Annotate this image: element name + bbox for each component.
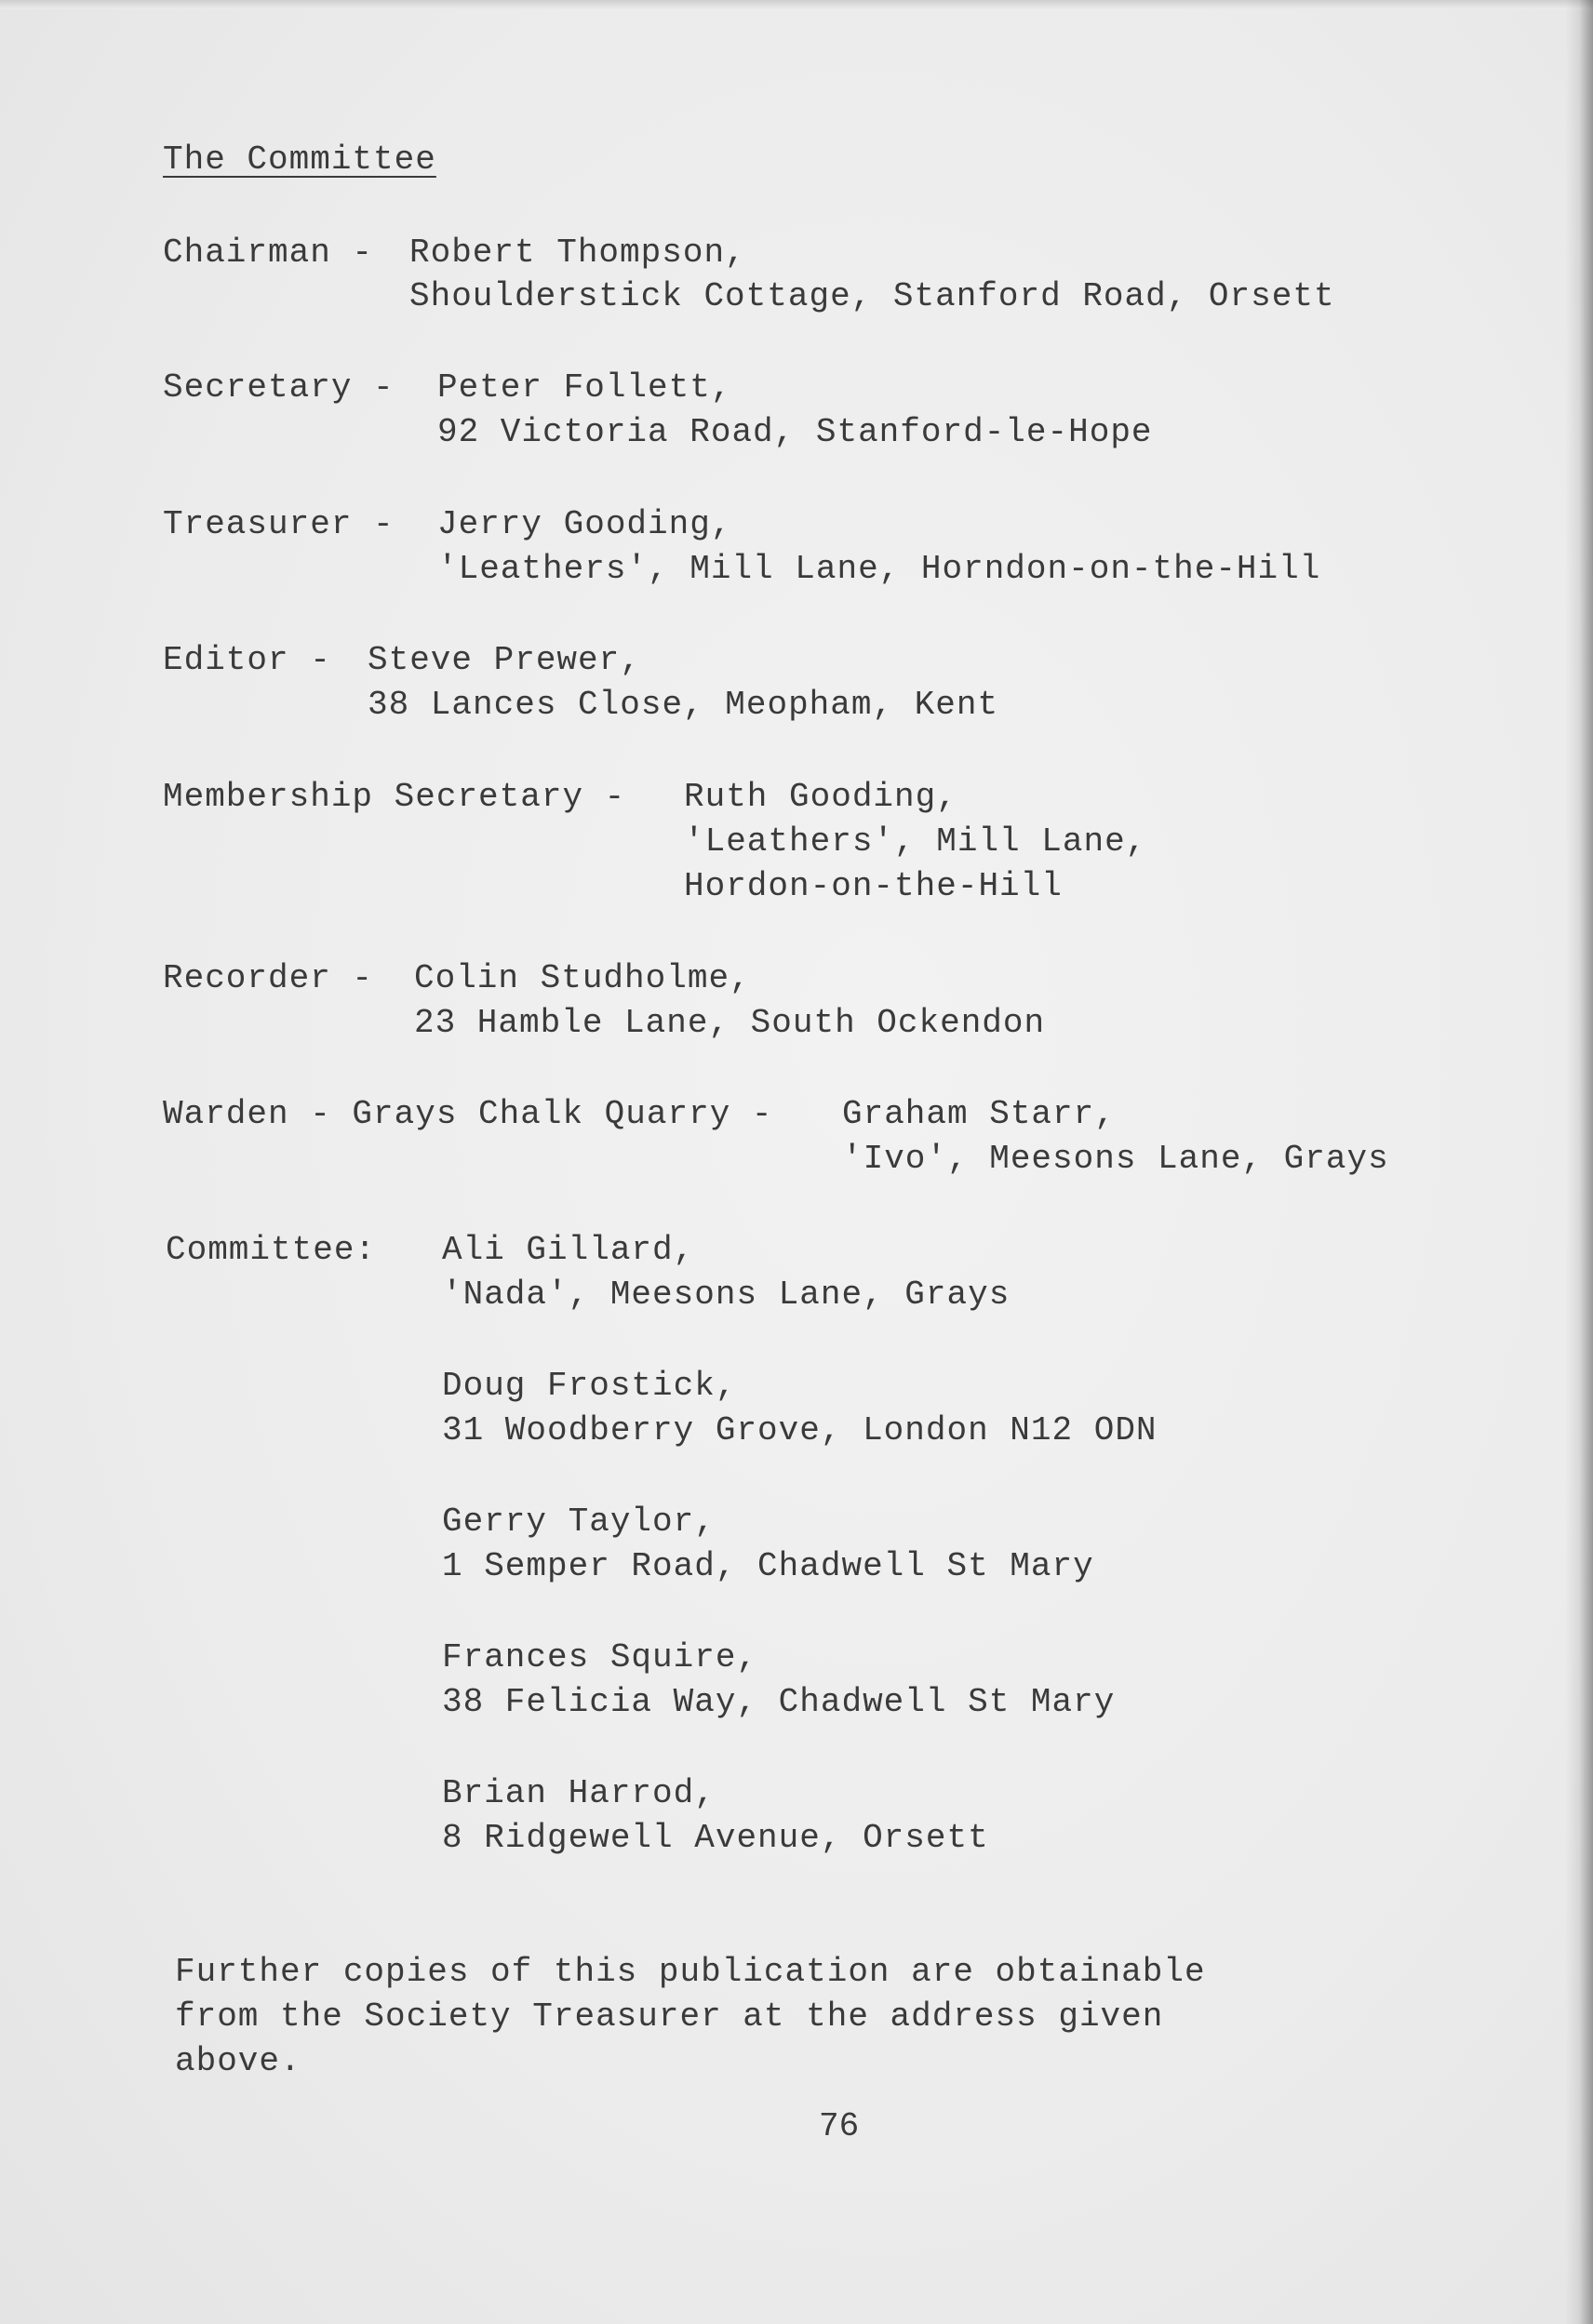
warden-name: Graham Starr, bbox=[842, 1095, 1116, 1133]
committee-member-name: Frances Squire, bbox=[442, 1638, 758, 1676]
chairman-address: Shoulderstick Cottage, Stanford Road, Orsett bbox=[409, 277, 1335, 315]
membership-address-line1: 'Leathers', Mill Lane, bbox=[684, 822, 1147, 861]
treasurer-role: Treasurer - bbox=[163, 505, 395, 543]
committee-member-name: Ali Gillard, bbox=[442, 1231, 695, 1269]
chairman-name: Robert Thompson, bbox=[409, 234, 746, 272]
note-line: above. bbox=[175, 2042, 301, 2080]
committee-member-name: Brian Harrod, bbox=[442, 1774, 716, 1812]
recorder-role: Recorder - bbox=[163, 959, 374, 997]
note-line: from the Society Treasurer at the address given bbox=[175, 1997, 1164, 2036]
membership-role: Membership Secretary - bbox=[163, 778, 626, 816]
committee-member-name: Gerry Taylor, bbox=[442, 1503, 716, 1541]
secretary-name: Peter Follett, bbox=[437, 368, 732, 407]
warden-role: Warden - Grays Chalk Quarry - bbox=[163, 1095, 773, 1133]
chairman-role: Chairman - bbox=[163, 234, 374, 272]
editor-address: 38 Lances Close, Meopham, Kent bbox=[368, 686, 999, 724]
page-number: 76 bbox=[819, 2107, 860, 2145]
committee-member-address: 'Nada', Meesons Lane, Grays bbox=[442, 1276, 1011, 1314]
membership-name: Ruth Gooding, bbox=[684, 778, 957, 816]
committee-member-name: Doug Frostick, bbox=[442, 1367, 737, 1405]
committee-label: Committee: bbox=[166, 1231, 377, 1269]
membership-address-line2: Hordon-on-the-Hill bbox=[684, 867, 1063, 905]
page-title: The Committee bbox=[163, 140, 436, 179]
secretary-address: 92 Victoria Road, Stanford-le-Hope bbox=[437, 413, 1153, 451]
page-top-edge bbox=[0, 0, 1593, 9]
recorder-address: 23 Hamble Lane, South Ockendon bbox=[414, 1004, 1046, 1042]
committee-member-address: 8 Ridgewell Avenue, Orsett bbox=[442, 1819, 989, 1857]
recorder-name: Colin Studholme, bbox=[414, 959, 751, 997]
editor-name: Steve Prewer, bbox=[368, 641, 641, 679]
warden-address: 'Ivo', Meesons Lane, Grays bbox=[842, 1140, 1389, 1178]
editor-role: Editor - bbox=[163, 641, 331, 679]
committee-member-address: 31 Woodberry Grove, London N12 ODN bbox=[442, 1411, 1158, 1449]
secretary-role: Secretary - bbox=[163, 368, 395, 407]
note-line: Further copies of this publication are obtainable bbox=[175, 1953, 1206, 1991]
committee-member-address: 38 Felicia Way, Chadwell St Mary bbox=[442, 1683, 1116, 1721]
committee-member-address: 1 Semper Road, Chadwell St Mary bbox=[442, 1547, 1094, 1585]
treasurer-name: Jerry Gooding, bbox=[437, 505, 732, 543]
treasurer-address: 'Leathers', Mill Lane, Horndon-on-the-Hill bbox=[437, 550, 1321, 588]
page-right-edge-shadow bbox=[1565, 0, 1593, 2324]
